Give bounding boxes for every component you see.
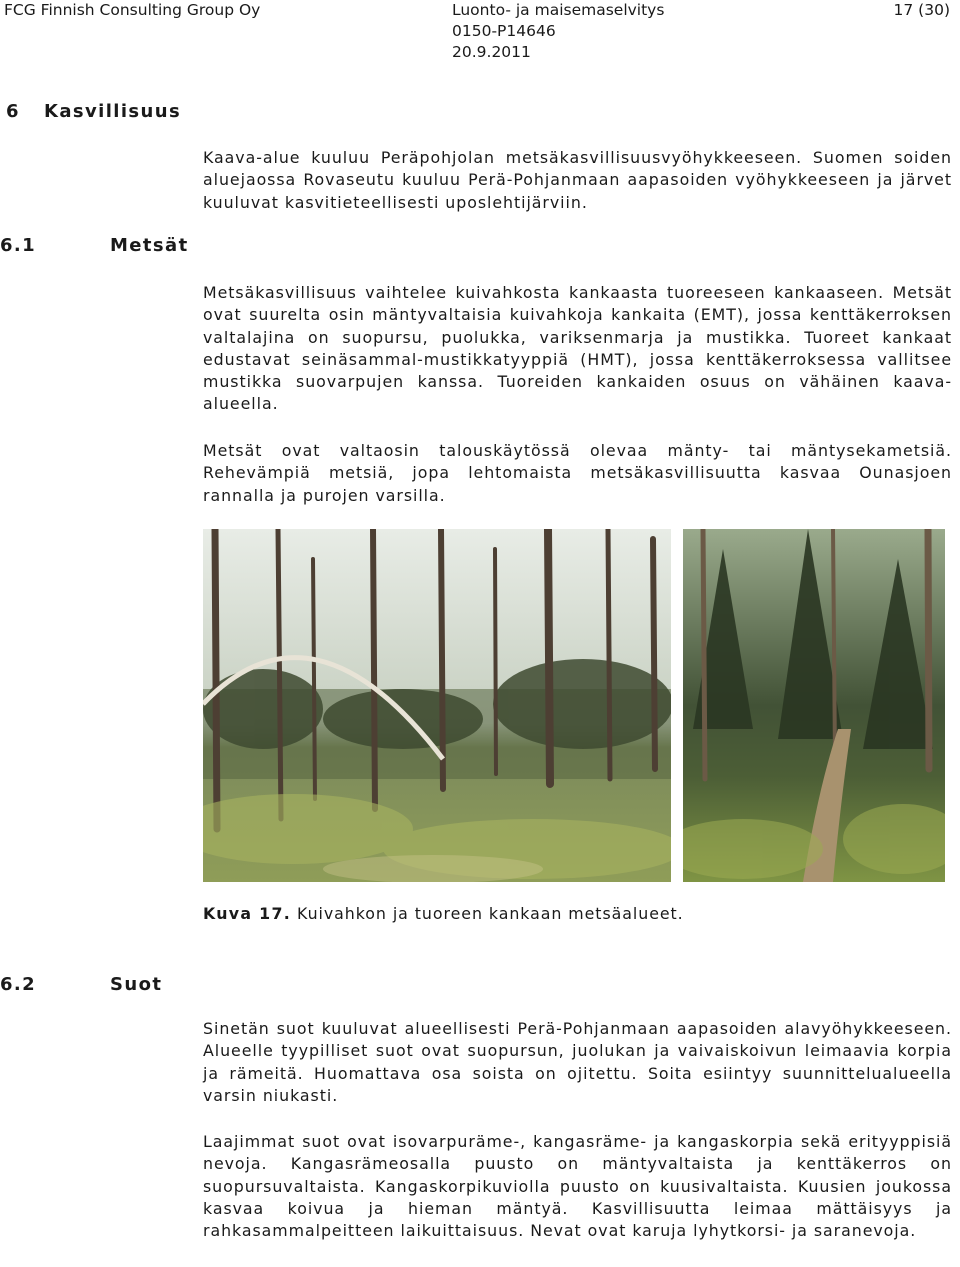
- section-6-1-title: Metsät: [110, 235, 189, 256]
- paragraph-intro: [203, 147, 952, 214]
- paragraph-intro-text: Kaava-alue kuuluu Peräpohjolan metsäkasvillisuusvyöhykkeeseen. Suomen soiden aluejaossa Rovaseutu kuuluu Perä-Pohjanmaan aapasoiden vyöhykkeeseen ja järvet kuuluvat kasvitieteellisesti uposlehtijärviin.: [203, 148, 952, 212]
- section-6-2-number: 6.2: [0, 974, 37, 995]
- forest-photo-left: [203, 529, 671, 882]
- section-6-1-number: 6.1: [0, 235, 37, 256]
- paragraph-mires-general-text: Sinetän suot kuuluvat alueellisesti Perä-Pohjanmaan aapasoiden alavyöhykkeeseen. Alueelle tyypilliset suot ovat suopursun, juolukan ja vaivaiskoivun leimaavia korpia ja rämeitä. Huomattava osa soista on ojitettu. Soita esiintyy suunnittelualueella varsin niukasti.: [203, 1019, 952, 1105]
- paragraph-forest-types: [203, 282, 952, 416]
- paragraph-forest-types-text: Metsäkasvillisuus vaihtelee kuivahkosta kankaasta tuoreeseen kankaaseen. Metsät ovat suurelta osin mäntyvaltaisia kuivahkoja kankaita (EMT), jossa kenttäkerroksen valtalajina on suopursu, puolukka, variksenmarja ja mustikka. Tuoreet kankaat edustavat seinäsammal-mustikkatyyppiä (HMT), jossa kenttäkerroksessa vallitsee mustikka suovarpujen kanssa. Tuoreiden kankaiden osuus on vähäinen kaava-alueella.: [203, 283, 952, 414]
- section-6-heading: [6, 101, 181, 122]
- figure-caption: [203, 904, 684, 923]
- section-6-number: 6: [6, 101, 20, 122]
- paragraph-forest-use: [203, 440, 952, 507]
- paragraph-mires-general: [203, 1018, 952, 1107]
- paragraph-forest-use-text: Metsät ovat valtaosin talouskäytössä olevaa mänty- tai mäntysekametsiä. Rehevämpiä metsiä, jopa lehtomaista metsäkasvillisuutta kasvaa Ounasjoen rannalla ja purojen varsilla.: [203, 441, 952, 505]
- section-6-title: Kasvillisuus: [44, 101, 182, 122]
- section-6-2-title: Suot: [110, 974, 163, 995]
- figure-caption-text: Kuivahkon ja tuoreen kankaan metsäalueet.: [297, 904, 684, 923]
- header-company: FCG Finnish Consulting Group Oy: [4, 1, 261, 19]
- section-6-2-heading: [0, 974, 162, 995]
- header-date: 20.9.2011: [452, 43, 531, 61]
- header-doc-title: Luonto- ja maisemaselvitys: [452, 1, 665, 19]
- header-doc-code: 0150-P14646: [452, 22, 556, 40]
- header-meta: [452, 0, 664, 63]
- paragraph-mires-types-text: Laajimmat suot ovat isovarpuräme-, kangasräme- ja kangaskorpia sekä erityyppisiä nevoja. Kangasrämeosalla puusto on mäntyvaltaista ja kenttäkerros on suopursuvaltaista. Kangaskorpikuviolla puusto on kuusivaltaista. Kuusien joukossa kasvaa koivua ja hieman mäntyä. Kasvillisuutta leimaa mättäisyys ja rahkasammalpeitteen laikuittaisuus. Nevat ovat karuja lyhytkorsi- ja saranevoja.: [203, 1132, 952, 1241]
- section-6-1-heading: [0, 235, 189, 256]
- forest-photo-right: [683, 529, 945, 882]
- header-page-number: 17 (30): [893, 1, 950, 19]
- figure-label: Kuva 17.: [203, 904, 292, 923]
- paragraph-mires-types: [203, 1131, 952, 1242]
